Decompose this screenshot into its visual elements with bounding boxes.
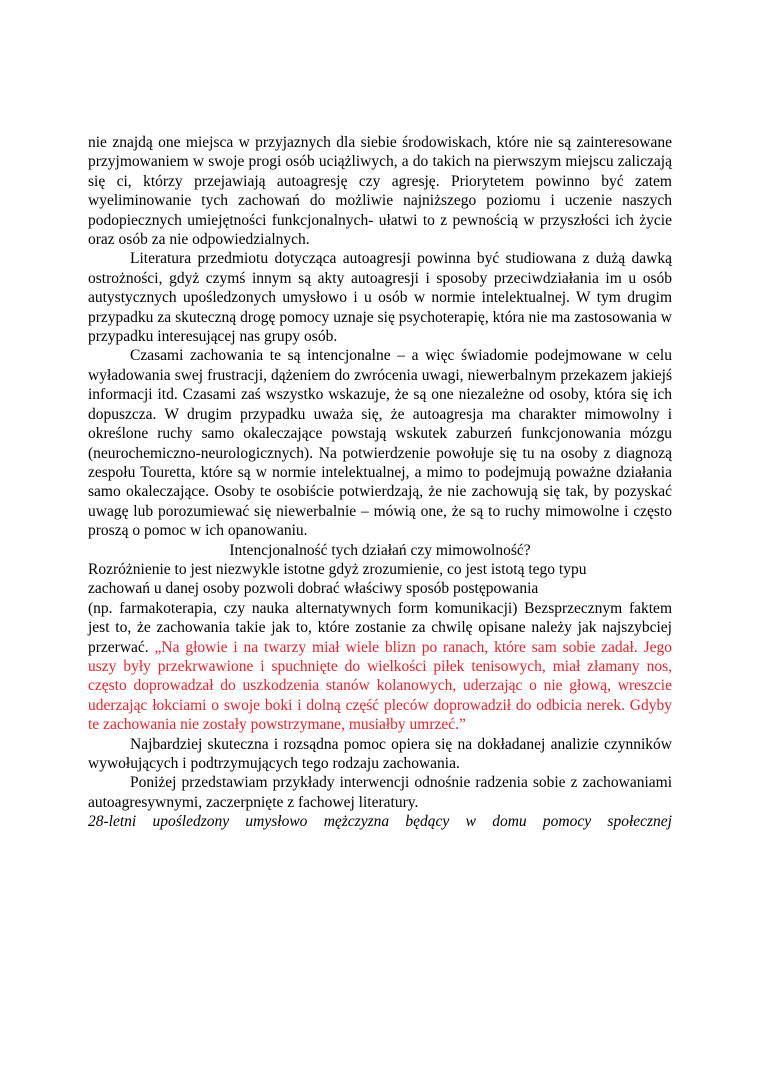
italic-case-line: 28-letni upośledzony umysłowo mężczyzna będący w domu pomocy społecznej (88, 813, 672, 831)
paragraph-2: Literatura przedmiotu dotycząca autoagresji powinna być studiowana z dużą dawką ostrożności, gdyż czymś innym są akty autoagresji i sposoby przeciwdziałania im u osób autystycznych upośledzonych umysłowo i u osób w normie intelektualnej. W tym drugim przypadku za skuteczną drogę pomocy uznaje się psychoterapię, która nie ma zastosowania w przypadku interesującej nas grupy osób. (88, 250, 672, 346)
document-page (88, 133, 672, 832)
paragraph-4-line-1: Rozróżnienie to jest niezwykle istotne gdyż zrozumienie, co jest istotą tego typu (88, 560, 587, 578)
red-quote: „Na głowie i na twarzy miał wiele blizn po ranach, które sam sobie zadał. Jego uszy były przekrwawione i spuchnięte do wielkości piłek tenisowych, miał złamany nos, często doprowadzał do uszkodzenia stanów kolanowych, uderzając o nie głową, wreszcie uderzając łokciami o swoje boki i dolną część pleców doprowadził do odbicia nerek. Gdyby te zachowania nie zostały powstrzymane, musiałby umrzeć.” (88, 638, 673, 734)
paragraph-6: Poniżej przedstawiam przykłady interwencji odnośnie radzenia sobie z zachowaniami autoagresywnymi, zaczerpnięte z fachowej literatury. (88, 774, 672, 811)
paragraph-4 (88, 599, 672, 735)
paragraph-1: nie znajdą one miejsca w przyjaznych dla siebie środowiskach, które nie są zainteresowane przyjmowaniem w swoje progi osób uciążliwych, a do takich na pierwszym miejscu zaliczają się ci, którzy przejawiają autoagresję czy agresję. Priorytetem powinno być zatem wyeliminowanie tych zachowań do możliwie najniższego poziomu i uczenie naszych podopiecznych umiejętności funkcjonalnych- ułatwi to z pewnością w przyszłości ich życie oraz osób za nie odpowiedzialnych. (88, 134, 672, 249)
paragraph-3: Czasami zachowania te są intencjonalne – a więc świadomie podejmowane w celu wyładowania swej frustracji, dążeniem do zwrócenia uwagi, niewerbalnym przekazem jakiejś informacji itd. Czasami zaś wszystko wskazuje, że są one niezależne od osoby, która się ich dopuszcza. W drugim przypadku uważa się, że autoagresja ma charakter mimowolny i określone ruchy samo okaleczające powstają wskutek zaburzeń funkcjonowania mózgu (neurochemiczno-neurologicznych). Na potwierdzenie powołuje się tu na osoby z diagnozą zespołu Touretta, które są w normie intelektualnej, a mimo to podejmują poważne działania samo okaleczające. Osoby te osobiście potwierdzają, że nie zachowują się tak, by pozyskać uwagę lub porozumiewać się niewerbalnie – mówią one, że są to ruchy mimowolne i często proszą o pomoc w ich opanowaniu. (88, 347, 672, 540)
paragraph-4-line-2: zachowań u danej osoby pozwoli dobrać właściwy sposób postępowania (88, 580, 539, 598)
section-heading: Intencjonalność tych działań czy mimowolność? (229, 541, 531, 559)
paragraph-5: Najbardziej skuteczna i rozsądna pomoc opiera się na dokładanej analizie czynników wywołujących i podtrzymujących tego rodzaju zachowania. (88, 735, 672, 772)
paragraph-4-text: (np. farmakoterapia, czy nauka alternatywnych form komunikacji) Bezsprzecznym faktem jest to, że zachowania takie jak to, które zostanie za chwilę opisane należy jak najszybciej przerwać. (88, 599, 672, 656)
